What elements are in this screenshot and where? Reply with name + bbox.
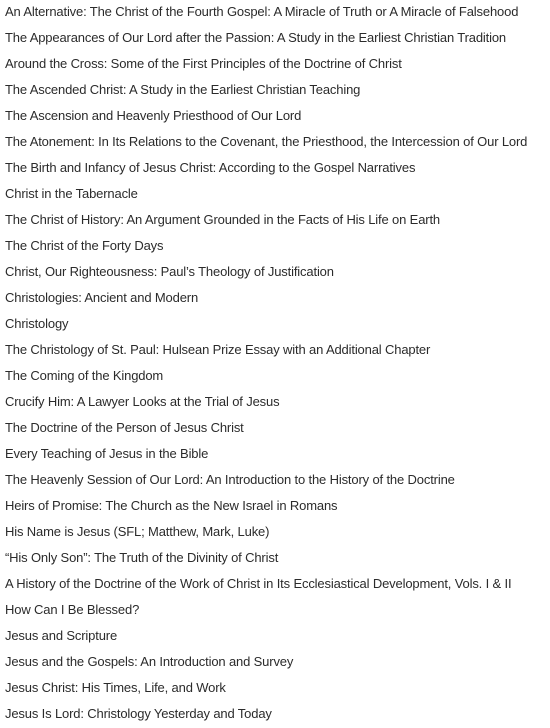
book-title-link[interactable]: The Christ of History: An Argument Grounded in the Facts of His Life on Earth <box>5 212 440 227</box>
book-title-link[interactable]: Christ in the Tabernacle <box>5 186 138 201</box>
book-title-link[interactable]: The Christology of St. Paul: Hulsean Prize Essay with an Additional Chapter <box>5 342 431 357</box>
book-title-link[interactable]: The Birth and Infancy of Jesus Christ: According to the Gospel Narratives <box>5 160 416 175</box>
book-title-link[interactable]: Jesus and Scripture <box>5 628 118 643</box>
book-title-link[interactable]: The Ascended Christ: A Study in the Earliest Christian Teaching <box>5 82 361 97</box>
book-title-link[interactable]: Crucify Him: A Lawyer Looks at the Trial of Jesus <box>5 394 280 409</box>
book-title-link[interactable]: The Heavenly Session of Our Lord: An Introduction to the History of the Doctrine <box>5 472 455 487</box>
book-title-link[interactable]: Jesus and the Gospels: An Introduction and Survey <box>5 654 294 669</box>
book-title-link[interactable]: “His Only Son”: The Truth of the Divinity of Christ <box>5 550 279 565</box>
book-title-link[interactable]: Jesus Is Lord: Christology Yesterday and Today <box>5 706 272 721</box>
book-title-link[interactable]: Christology <box>5 316 69 331</box>
book-title-link[interactable]: Every Teaching of Jesus in the Bible <box>5 446 209 461</box>
book-title-link[interactable]: A History of the Doctrine of the Work of Christ in Its Ecclesiastical Development, Vols. I & II <box>5 576 512 591</box>
book-title-link[interactable]: Jesus Christ: His Times, Life, and Work <box>5 680 226 695</box>
book-title-link[interactable]: The Coming of the Kingdom <box>5 368 164 383</box>
book-title-link[interactable]: Christologies: Ancient and Modern <box>5 290 199 305</box>
book-title-link[interactable]: An Alternative: The Christ of the Fourth Gospel: A Miracle of Truth or A Miracle of Falsehood <box>5 4 519 19</box>
book-title-link[interactable]: The Doctrine of the Person of Jesus Christ <box>5 420 244 435</box>
book-title-link[interactable]: The Appearances of Our Lord after the Passion: A Study in the Earliest Christian Tradition <box>5 30 507 45</box>
book-title-link[interactable]: Christ, Our Righteousness: Paul’s Theology of Justification <box>5 264 334 279</box>
book-title-link[interactable]: The Atonement: In Its Relations to the Covenant, the Priesthood, the Intercession of Our Lord <box>5 134 528 149</box>
book-title-link[interactable]: Heirs of Promise: The Church as the New Israel in Romans <box>5 498 338 513</box>
book-title-link[interactable]: The Christ of the Forty Days <box>5 238 164 253</box>
book-title-link[interactable]: How Can I Be Blessed? <box>5 602 140 617</box>
book-title-link[interactable]: Around the Cross: Some of the First Principles of the Doctrine of Christ <box>5 56 402 71</box>
book-title-link[interactable]: His Name is Jesus (SFL; Matthew, Mark, Luke) <box>5 524 270 539</box>
book-title-link[interactable]: The Ascension and Heavenly Priesthood of Our Lord <box>5 108 302 123</box>
